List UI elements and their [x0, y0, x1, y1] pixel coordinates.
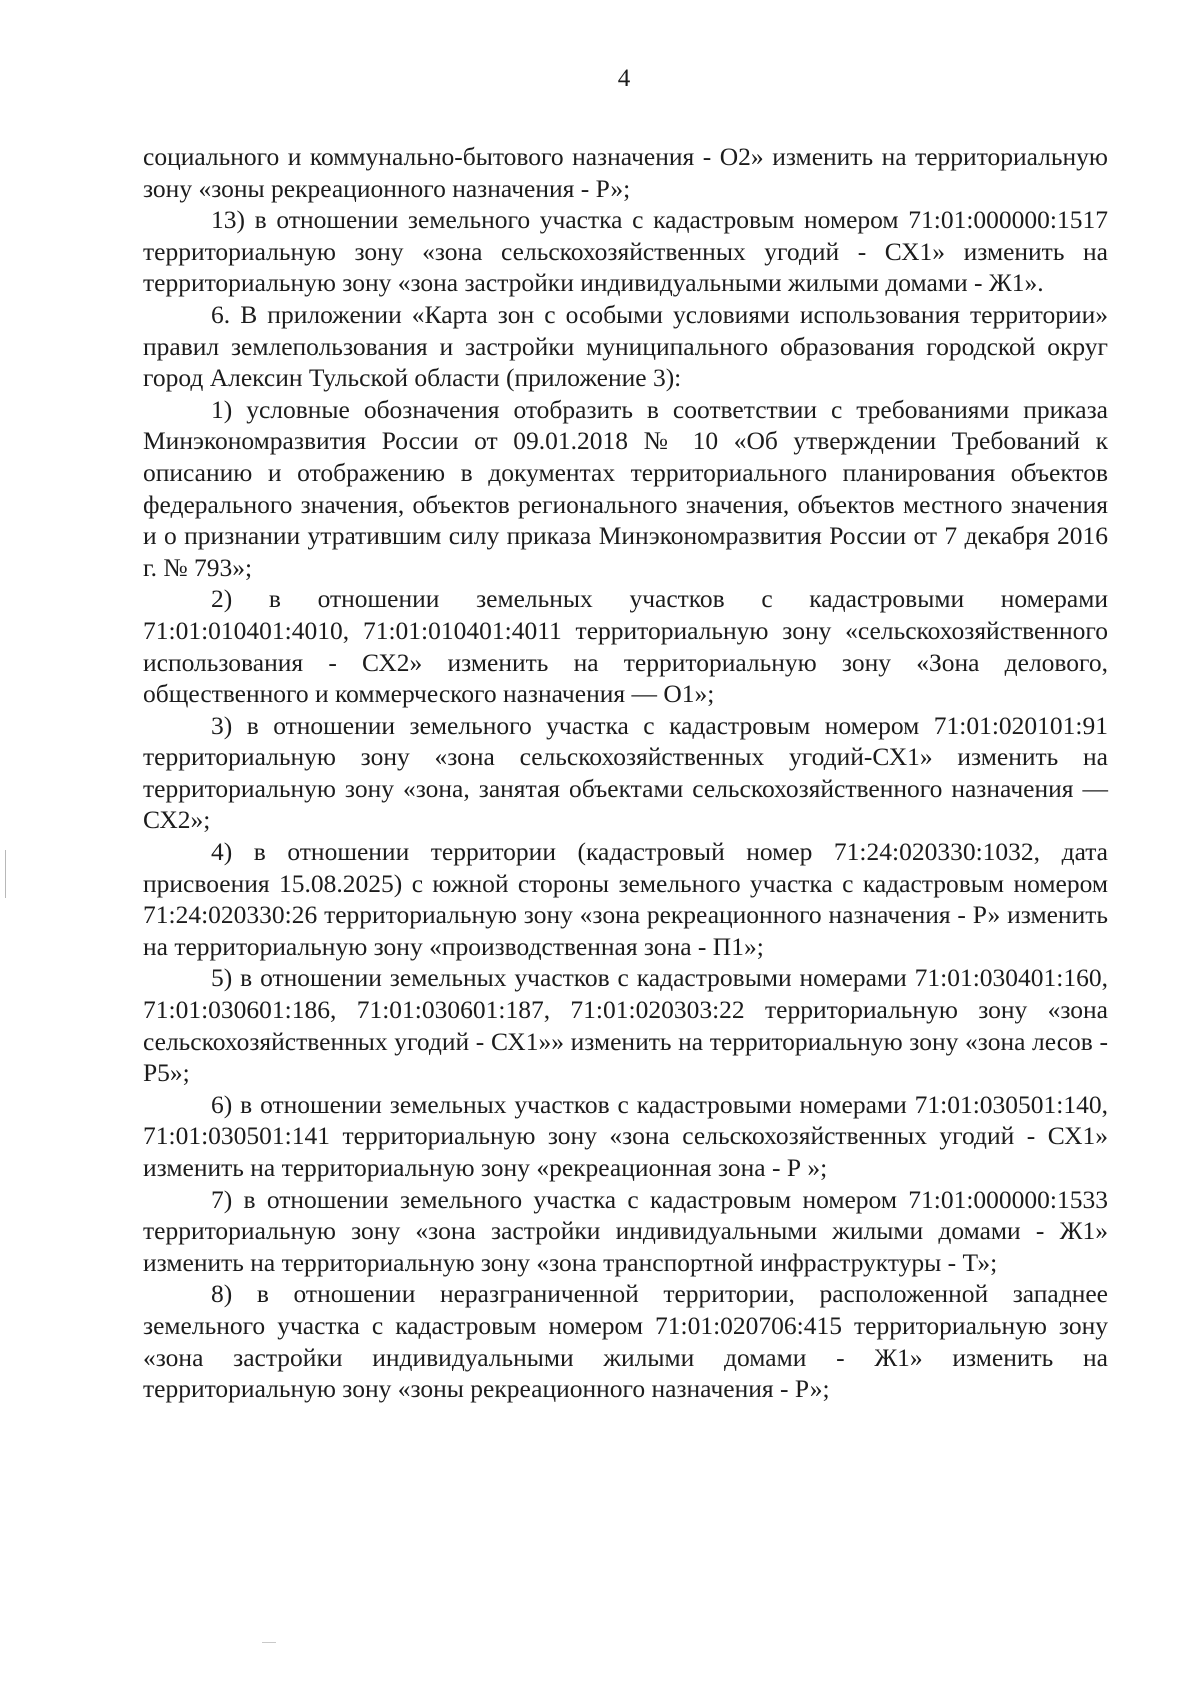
scan-foot-mark: [262, 1642, 276, 1643]
paragraph-item-8: 8) в отношении неразграниченной территории, расположенной западнее земельного участка с кадастровым номером 71:01:020706:415 территориальную зону «зона застройки индивидуальными жилыми домами - Ж1» изменить на территориальную зону «зоны рекреационного назначения - Р»;: [143, 1279, 1108, 1404]
paragraph-item-4: 4) в отношении территории (кадастровый номер 71:24:020330:1032, дата присвоения 15.08.2025) с южной стороны земельного участка с кадастровым номером 71:24:020330:26 территориальную зону «зона рекреационного назначения - Р» изменить на территориальную зону «производственная зона - П1»;: [143, 837, 1108, 961]
paragraph-continuation: социального и коммунально-бытового назначения - О2» изменить на территориальную зону «зоны рекреационного назначения - Р»;: [143, 142, 1108, 203]
scan-edge-mark: [5, 850, 6, 898]
paragraph-item-3: 3) в отношении земельного участка с кадастровым номером 71:01:020101:91 территориальную зону «зона сельскохозяйственных угодий-СХ1» изменить на территориальную зону «зона, занятая объектами сельскохозяйственного назначения — СХ2»;: [143, 710, 1108, 835]
paragraph-item-1: 1) условные обозначения отобразить в соответствии с требованиями приказа Минэкономразвития России от 09.01.2018 № 10 «Об утверждении Требований к описанию и отображению в документах территориального планирования объектов федерального значения, объектов регионального значения, объектов местного значения и о признании утратившим силу приказа Минэкономразвития России от 7 декабря 2016 г. № 793»;: [143, 394, 1108, 582]
page-number: 4: [617, 65, 631, 92]
paragraph-item-5: 5) в отношении земельных участков с кадастровыми номерами 71:01:030401:160, 71:01:030601:186, 71:01:030601:187, 71:01:020303:22 территориальную зону «зона сельскохозяйственных угодий - СХ1»» изменить на территориальную зону «зона лесов - Р5»;: [143, 963, 1108, 1088]
paragraph-section-6: 6. В приложении «Карта зон с особыми условиями использования территории» правил землепользования и застройки муниципального образования городской округ город Алексин Тульской области (приложение 3):: [143, 299, 1108, 393]
paragraph-item-6: 6) в отношении земельных участков с кадастровыми номерами 71:01:030501:140, 71:01:030501:141 территориальную зону «зона сельскохозяйственных угодий - СХ1» изменить на территориальную зону «рекреационная зона - Р »;: [143, 1089, 1108, 1182]
document-body: [143, 141, 1108, 1405]
paragraph-item-2: 2) в отношении земельных участков с кадастровыми номерами 71:01:010401:4010, 71:01:010401:4011 территориальную зону «сельскохозяйственного использования - СХ2» изменить на территориальную зону «Зона делового, общественного и коммерческого назначения — О1»;: [143, 584, 1108, 709]
paragraph-item-13: 13) в отношении земельного участка с кадастровым номером 71:01:000000:1517 территориальную зону «зона сельскохозяйственных угодий - СХ1» изменить на территориальную зону «зона застройки индивидуальными жилыми домами - Ж1».: [143, 205, 1108, 298]
paragraph-item-7: 7) в отношении земельного участка с кадастровым номером 71:01:000000:1533 территориальную зону «зона застройки индивидуальными жилыми домами - Ж1» изменить на территориальную зону «зона транспортной инфраструктуры - Т»;: [143, 1184, 1108, 1277]
